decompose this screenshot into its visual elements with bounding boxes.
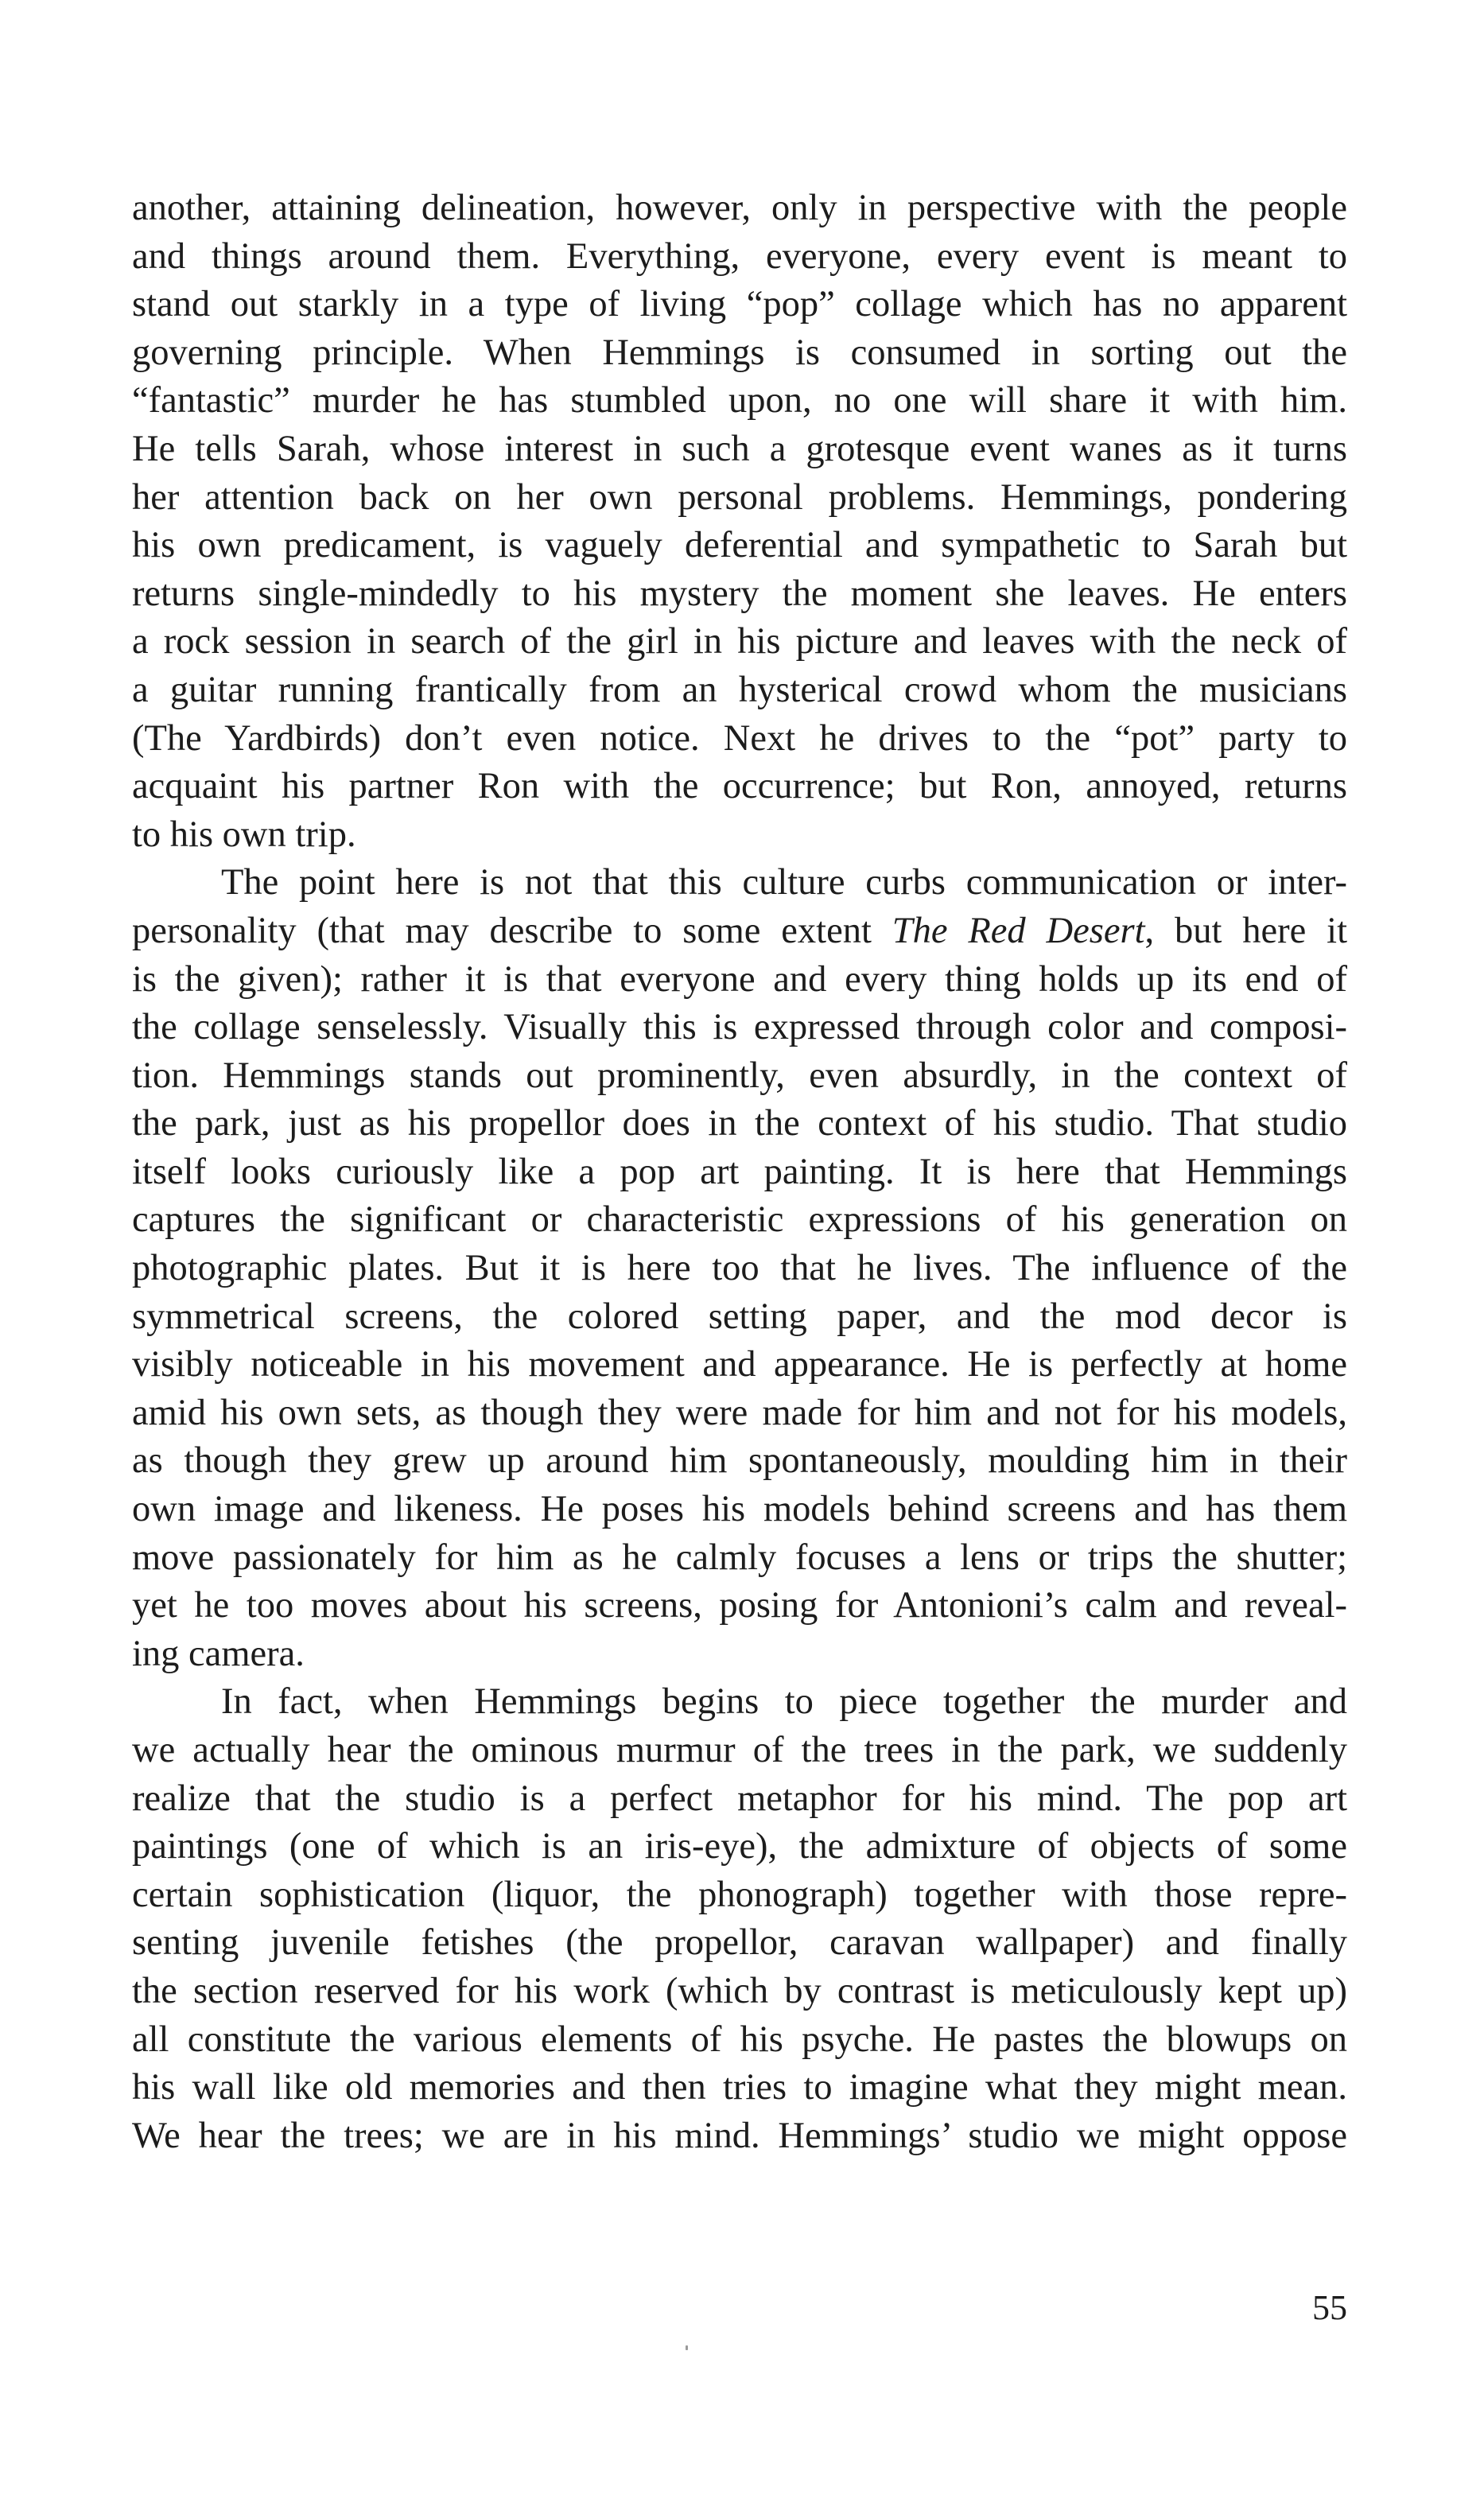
text-line: returns single-mindedly to his mystery the moment she leaves. He enters bbox=[132, 573, 1347, 614]
text-line: her attention back on her own personal problems. Hemmings, pondering bbox=[132, 476, 1347, 518]
text-line: amid his own sets, as though they were made for him and not for his models, bbox=[132, 1392, 1347, 1433]
text-line: We hear the trees; we are in his mind. Hemmings’ studio we might oppose bbox=[132, 2115, 1347, 2156]
text-line: itself looks curiously like a pop art painting. It is here that Hemmings bbox=[132, 1151, 1347, 1192]
text-line: tion. Hemmings stands out prominently, even absurdly, in the context of bbox=[132, 1055, 1347, 1096]
text-line: his wall like old memories and then tries to imagine what they might mean. bbox=[132, 2067, 1347, 2108]
text-line: “fantastic” murder he has stumbled upon, no one will share it with him. bbox=[132, 380, 1347, 422]
text-line: The point here is not that this culture curbs communication or inter- bbox=[221, 862, 1347, 903]
text-line: the park, just as his propellor does in the context of his studio. That studio bbox=[132, 1103, 1347, 1144]
text-line: to his own trip. bbox=[132, 814, 356, 855]
text-line: visibly noticeable in his movement and appearance. He is perfectly at home bbox=[132, 1344, 1347, 1385]
text-line: own image and likeness. He poses his models behind screens and has them bbox=[132, 1489, 1347, 1530]
text-line: captures the significant or characteristic expressions of his generation on bbox=[132, 1199, 1347, 1241]
text-line: acquaint his partner Ron with the occurrence; but Ron, annoyed, returns bbox=[132, 766, 1347, 807]
text-line: and things around them. Everything, everyone, every event is meant to bbox=[132, 235, 1347, 277]
text-line: a rock session in search of the girl in his picture and leaves with the neck of bbox=[132, 621, 1347, 663]
text-line: governing principle. When Hemmings is consumed in sorting out the bbox=[132, 332, 1347, 373]
text-line: symmetrical screens, the colored setting paper, and the mod decor is bbox=[132, 1296, 1347, 1337]
text-line: In fact, when Hemmings begins to piece together the murder and bbox=[221, 1681, 1347, 1723]
text-line: as though they grew up around him spontaneously, moulding him in their bbox=[132, 1440, 1347, 1482]
text-line: He tells Sarah, whose interest in such a grotesque event wanes as it turns bbox=[132, 428, 1347, 469]
text-line: paintings (one of which is an iris-eye), the admixture of objects of some bbox=[132, 1826, 1347, 1867]
text-line: photographic plates. But it is here too that he lives. The influence of the bbox=[132, 1248, 1347, 1289]
body-text bbox=[132, 185, 1347, 2160]
text-line: realize that the studio is a perfect metaphor for his mind. The pop art bbox=[132, 1778, 1347, 1819]
text-line: move passionately for him as he calmly focuses a lens or trips the shutter; bbox=[132, 1537, 1347, 1578]
text-line: the section reserved for his work (which by contrast is meticulously kept up) bbox=[132, 1970, 1347, 2011]
text-line: yet he too moves about his screens, posing for Antonioni’s calm and reveal- bbox=[132, 1585, 1347, 1626]
text-line: another, attaining delineation, however, only in perspective with the people bbox=[132, 188, 1347, 228]
film-title: The Red Desert bbox=[892, 910, 1145, 951]
text-line: the collage senselessly. Visually this is expressed through color and composi- bbox=[132, 1007, 1347, 1048]
text-line: personality (that may describe to some extent The Red Desert, but here it bbox=[132, 910, 1347, 951]
text-line: all constitute the various elements of his psyche. He pastes the blowups on bbox=[132, 2019, 1347, 2060]
text-line: ing camera. bbox=[132, 1633, 305, 1674]
text-line: a guitar running frantically from an hysterical crowd whom the musicians bbox=[132, 669, 1347, 710]
text-line: (The Yardbirds) don’t even notice. Next he drives to the “pot” party to bbox=[132, 717, 1347, 759]
text-line: senting juvenile fetishes (the propellor, caravan wallpaper) and finally bbox=[132, 1922, 1347, 1964]
page-number: 55 bbox=[1312, 2288, 1347, 2327]
text-line: his own predicament, is vaguely deferential and sympathetic to Sarah but bbox=[132, 525, 1347, 566]
text-line: is the given); rather it is that everyone and every thing holds up its end of bbox=[132, 958, 1347, 1000]
text-line: we actually hear the ominous murmur of the trees in the park, we suddenly bbox=[132, 1730, 1347, 1770]
print-speck bbox=[686, 2345, 688, 2350]
text-line: certain sophistication (liquor, the phonograph) together with those repre- bbox=[132, 1874, 1347, 1915]
text-line: stand out starkly in a type of living “pop” collage which has no apparent bbox=[132, 284, 1347, 325]
